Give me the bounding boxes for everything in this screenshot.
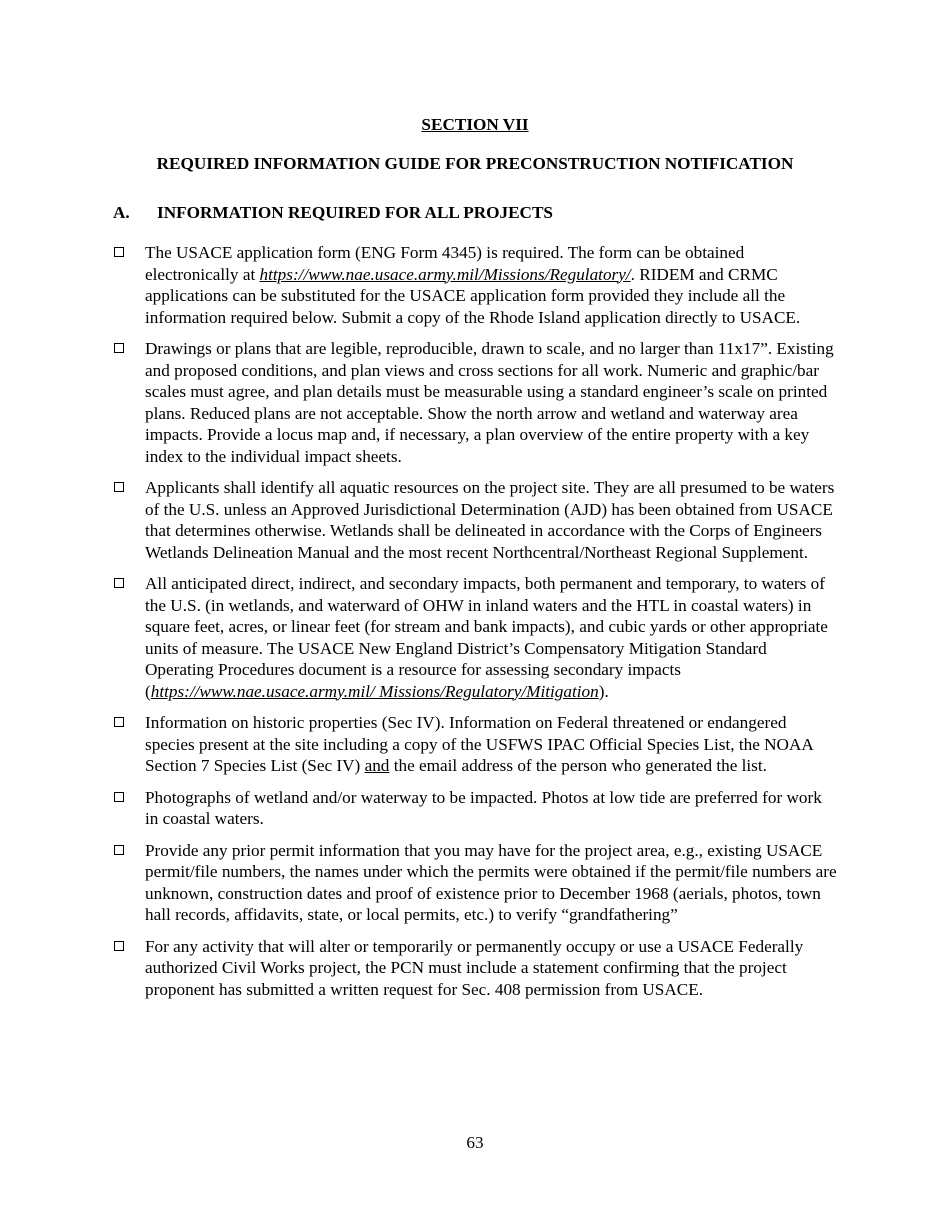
item-text: For any activity that will alter or temporarily or permanently occupy or use a USACE Federally authorized Civil Works project, the PCN must include a statement confirming that the project proponent has submitted a written request for Sec. 408 permission from USACE. xyxy=(145,936,804,999)
checkbox-icon[interactable] xyxy=(114,941,124,951)
requirement-list xyxy=(113,242,838,1010)
item-text-part: the email address of the person who generated the list. xyxy=(389,756,767,775)
item-text xyxy=(145,242,838,328)
subsection-title: INFORMATION REQUIRED FOR ALL PROJECTS xyxy=(157,203,553,222)
list-item xyxy=(113,712,838,777)
item-text: Applicants shall identify all aquatic resources on the project site. They are all presumed to be waters of the U.S. unless an Approved Jurisdictional Determination (AJD) has been obtained from USACE that determines otherwise. Wetlands shall be delineated in accordance with the Corps of Engineers Wetlands Delineation Manual and the most recent Northcentral/Northeast Regional Supplement. xyxy=(145,478,835,562)
list-item xyxy=(113,840,838,926)
item-text: Drawings or plans that are legible, reproducible, drawn to scale, and no larger than 11x17”. Existing and proposed conditions, and plan views and cross sections for all work. Numeric and graphic/bar scales must agree, and plan details must be measurable using a standard engineer’s scale on printed plans. Reduced plans are not acceptable. Show the north arrow and wetland and waterway area impacts. Provide a locus map and, if necessary, a plan overview of the entire property with a key index to the individual impact sheets. xyxy=(145,339,834,466)
item-text-part: . RIDEM and CRMC applications can be substituted for the USACE application form provided they include all the information required below. Submit a copy of the Rhode Island application directly to USACE. xyxy=(145,264,801,327)
list-item xyxy=(113,338,838,467)
regulatory-link[interactable]: https://www.nae.usace.army.mil/Missions/Regulatory/ xyxy=(259,264,631,284)
item-text-part: Information on historic properties (Sec IV). Information on Federal threatened or endangered species present at the site including a copy of the USFWS IPAC Official Species List, the NOAA Section 7 Species List (Sec IV) xyxy=(145,713,813,775)
list-item xyxy=(113,477,838,563)
checkbox-icon[interactable] xyxy=(114,845,124,855)
item-text-part: All anticipated direct, indirect, and secondary impacts, both permanent and temporary, to waters of the U.S. (in wetlands, and waterward of OHW in inland waters and the HTL in coastal waters) in square feet, acres, or linear feet (for stream and bank impacts), and cubic yards or other appropriate units of measure. The USACE New England District’s Compensatory Mitigation Standard Operating Procedures document is a resource for assessing secondary impacts ( xyxy=(145,574,828,701)
checkbox-icon[interactable] xyxy=(114,482,124,492)
page-number: 63 xyxy=(466,1133,484,1152)
section-title: SECTION VII xyxy=(421,115,529,134)
item-text-part: The USACE application form (ENG Form 4345) is required. The form can be obtained electronically at xyxy=(145,243,745,284)
mitigation-link[interactable]: https://www.nae.usace.army.mil/ Missions/Regulatory/Mitigation xyxy=(150,681,599,701)
list-item xyxy=(113,936,838,1001)
item-text: Photographs of wetland and/or waterway to be impacted. Photos at low tide are preferred for work in coastal waters. xyxy=(145,787,822,828)
checkbox-icon[interactable] xyxy=(114,717,124,727)
list-item xyxy=(113,242,838,328)
item-text xyxy=(145,712,838,777)
subsection-heading xyxy=(113,202,553,224)
underlined-word: and xyxy=(364,756,390,775)
checkbox-icon[interactable] xyxy=(114,578,124,588)
checkbox-icon[interactable] xyxy=(114,792,124,802)
item-text xyxy=(145,573,838,702)
subsection-letter: A. xyxy=(113,203,130,222)
item-text: Provide any prior permit information that you may have for the project area, e.g., existing USACE permit/file numbers, the names under which the permits were obtained if the permit/file numbers are unknown, construction dates and proof of existence prior to December 1968 (aerials, photos, town hall records, affidavits, state, or local permits, etc.) to verify “grandfathering” xyxy=(145,840,837,924)
checkbox-icon[interactable] xyxy=(114,247,124,257)
section-subtitle: REQUIRED INFORMATION GUIDE FOR PRECONSTRUCTION NOTIFICATION xyxy=(156,154,794,173)
list-item xyxy=(113,573,838,702)
checkbox-icon[interactable] xyxy=(114,343,124,353)
list-item xyxy=(113,787,838,830)
item-text-part: ). xyxy=(598,681,609,701)
